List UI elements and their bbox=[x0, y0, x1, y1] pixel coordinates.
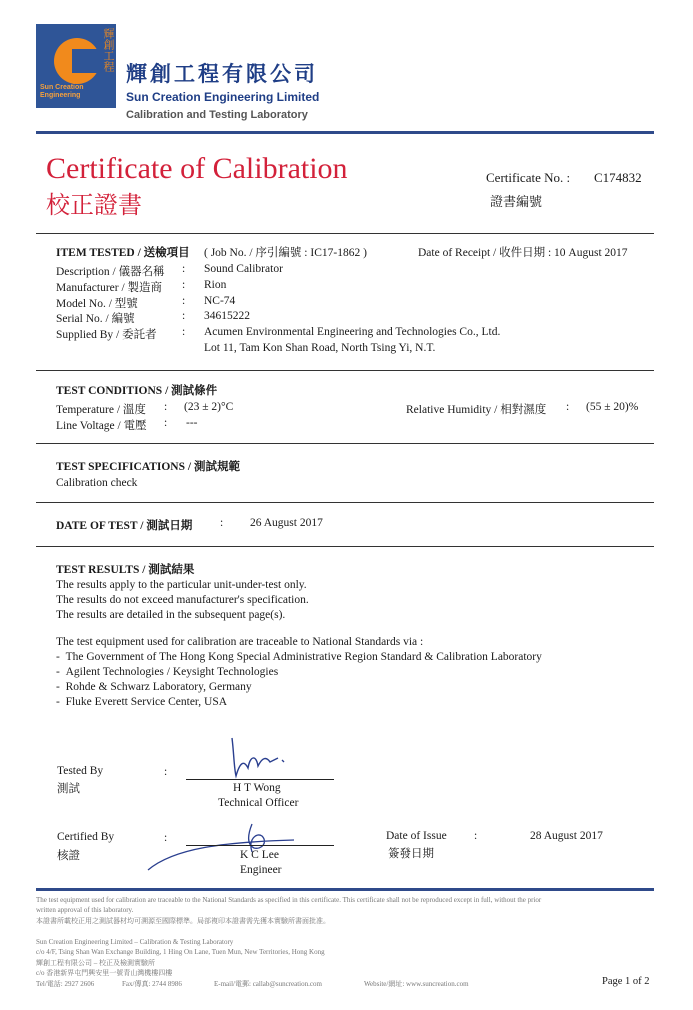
colon: : bbox=[164, 417, 168, 429]
traceability-intro: The test equipment used for calibration are traceable to National Standards via : bbox=[56, 636, 424, 648]
test-specifications-heading: TEST SPECIFICATIONS / 測試規範 bbox=[56, 461, 240, 473]
traceability-item: - Agilent Technologies / Keysight Technologies bbox=[56, 666, 279, 678]
traceability-item: - The Government of The Hong Kong Special Administrative Region Standard & Calibration Laboratory bbox=[56, 651, 542, 663]
result-line: The results are detailed in the subsequent page(s). bbox=[56, 609, 286, 621]
certificate-number-label: Certificate No. : bbox=[486, 170, 571, 185]
footer-email: E-mail/電郵: callab@suncreation.com bbox=[214, 980, 322, 988]
supplier-address: Lot 11, Tam Kon Shan Road, North Tsing Yi, N.T. bbox=[204, 342, 436, 354]
test-results-heading: TEST RESULTS / 測試結果 bbox=[56, 564, 195, 576]
test-conditions-heading: TEST CONDITIONS / 測試條件 bbox=[56, 385, 218, 397]
model-label: Model No. / 型號 bbox=[56, 298, 138, 310]
tester-name: H T Wong bbox=[233, 782, 281, 794]
logo-text-en: Sun Creation Engineering bbox=[40, 84, 84, 99]
test-specifications-value: Calibration check bbox=[56, 477, 138, 489]
colon: : bbox=[182, 326, 186, 338]
tester-signature bbox=[222, 734, 292, 782]
item-tested-heading: ITEM TESTED / 送檢項目 bbox=[56, 247, 190, 259]
colon: : bbox=[474, 830, 478, 842]
date-of-test-value: 26 August 2017 bbox=[250, 517, 323, 529]
footer-disclaimer-en-2: written approval of this laboratory. bbox=[36, 906, 134, 914]
certificate-number: C174832 bbox=[594, 170, 642, 185]
traceability-item: - Rohde & Schwarz Laboratory, Germany bbox=[56, 681, 252, 693]
result-line: The results do not exceed manufacturer's specification. bbox=[56, 594, 309, 606]
supplied-by-label: Supplied By / 委託者 bbox=[56, 329, 157, 341]
colon: : bbox=[220, 517, 224, 529]
serial-label: Serial No. / 編號 bbox=[56, 313, 135, 325]
footer-address: Sun Creation Engineering Limited – Calibration & Testing Laboratory bbox=[36, 938, 234, 946]
date-of-issue-label-cn: 簽發日期 bbox=[388, 848, 434, 860]
temperature-label: Temperature / 溫度 bbox=[56, 404, 146, 416]
temperature-value: (23 ± 2)°C bbox=[184, 401, 234, 413]
colon: : bbox=[164, 401, 168, 413]
footer-fax: Fax/傳真: 2744 8986 bbox=[122, 980, 182, 988]
model-value: NC-74 bbox=[204, 295, 236, 307]
footer-address: c/o 4/F, Tsing Shan Wan Exchange Building, 1 Hing On Lane, Tuen Mun, New Territories, Hong Kong bbox=[36, 948, 325, 956]
certifier-title: Engineer bbox=[240, 864, 282, 876]
description-value: Sound Calibrator bbox=[204, 263, 283, 275]
footer-address: 輝創工程有限公司 – 校正及檢測實驗所 bbox=[36, 959, 155, 967]
section-divider bbox=[36, 546, 654, 547]
company-name-cn: 輝創工程有限公司 bbox=[126, 62, 318, 86]
footer-disclaimer-cn: 本證書所載校正用之測試器材均可溯源至國際標準。局部複印本證書需先獲本實驗所書面批准。 bbox=[36, 917, 330, 925]
certificate-title-en: Certificate of Calibration bbox=[46, 152, 348, 185]
certificate-number-label-cn: 證書編號 bbox=[490, 194, 543, 209]
logo-text-cn: 輝創工程 bbox=[102, 28, 114, 72]
section-divider bbox=[36, 233, 654, 234]
colon: : bbox=[164, 766, 168, 778]
certified-by-label-cn: 核證 bbox=[57, 850, 80, 862]
certificate-title-cn: 校正證書 bbox=[46, 193, 142, 219]
colon: : bbox=[182, 310, 186, 322]
traceability-item: - Fluke Everett Service Center, USA bbox=[56, 696, 228, 708]
result-line: The results apply to the particular unit-under-test only. bbox=[56, 579, 307, 591]
tester-title: Technical Officer bbox=[218, 797, 299, 809]
date-of-issue: 28 August 2017 bbox=[530, 830, 603, 842]
colon: : bbox=[182, 295, 186, 307]
header-divider bbox=[36, 131, 654, 134]
certified-by-label: Certified By bbox=[57, 831, 115, 843]
footer-divider bbox=[36, 888, 654, 891]
company-logo bbox=[36, 24, 116, 108]
description-label: Description / 儀器名稱 bbox=[56, 266, 165, 278]
date-of-test-heading: DATE OF TEST / 測試日期 bbox=[56, 520, 193, 532]
tester-signature-line bbox=[186, 779, 334, 780]
section-divider bbox=[36, 370, 654, 371]
humidity-value: (55 ± 20)% bbox=[586, 401, 639, 413]
certifier-name: K C Lee bbox=[240, 849, 279, 861]
manufacturer-label: Manufacturer / 製造商 bbox=[56, 282, 163, 294]
tested-by-label: Tested By bbox=[57, 765, 104, 777]
colon: : bbox=[182, 279, 186, 291]
section-divider bbox=[36, 443, 654, 444]
voltage-value: --- bbox=[186, 417, 198, 429]
voltage-label: Line Voltage / 電壓 bbox=[56, 420, 147, 432]
company-subtitle: Calibration and Testing Laboratory bbox=[126, 109, 308, 121]
certifier-signature-line bbox=[186, 845, 334, 846]
job-number: ( Job No. / 序引編號 : IC17-1862 ) bbox=[204, 247, 367, 259]
date-of-receipt: Date of Receipt / 收件日期 : 10 August 2017 bbox=[418, 247, 628, 259]
tested-by-label-cn: 測試 bbox=[57, 783, 80, 795]
date-of-issue-label: Date of Issue bbox=[386, 830, 447, 842]
footer-address: c/o 香港新界屯門興安里一號青山灣機樓四樓 bbox=[36, 969, 173, 977]
colon: : bbox=[182, 263, 186, 275]
manufacturer-value: Rion bbox=[204, 279, 227, 291]
serial-value: 34615222 bbox=[204, 310, 250, 322]
section-divider bbox=[36, 502, 654, 503]
supplied-by-value: Acumen Environmental Engineering and Technologies Co., Ltd. bbox=[204, 326, 501, 338]
humidity-label: Relative Humidity / 相對濕度 bbox=[406, 404, 547, 416]
colon: : bbox=[164, 832, 168, 844]
footer-website: Website/網址: www.suncreation.com bbox=[364, 980, 469, 988]
footer-tel: Tel/電話: 2927 2606 bbox=[36, 980, 95, 988]
page-number: Page 1 of 2 bbox=[602, 976, 650, 987]
colon: : bbox=[566, 401, 570, 413]
company-name-en: Sun Creation Engineering Limited bbox=[126, 90, 320, 104]
footer-disclaimer-en: The test equipment used for calibration are traceable to the National Standards as specified in this certificate. This certificate shall not be reproduced except in full, without the prior bbox=[36, 896, 542, 904]
